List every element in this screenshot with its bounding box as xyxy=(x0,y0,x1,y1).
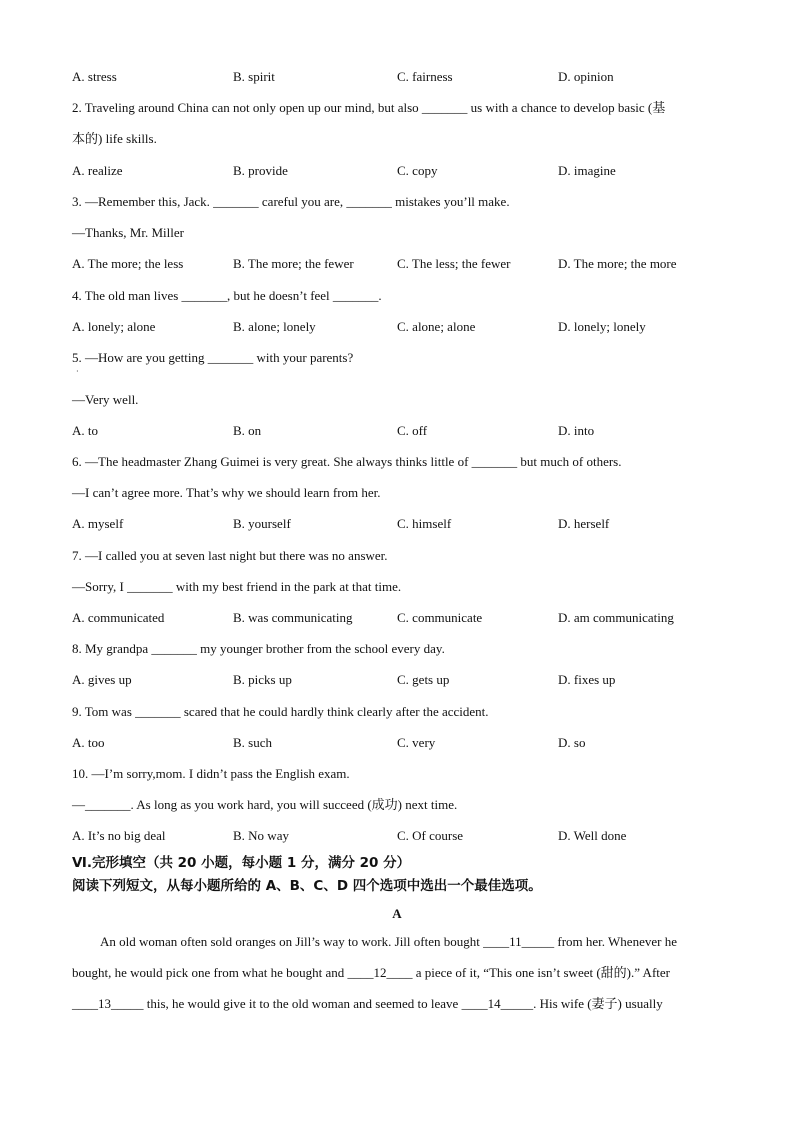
q10-reply: —_______. As long as you work hard, you will succeed (成功) next time. xyxy=(72,797,458,812)
q5-option-b[interactable]: B. on xyxy=(233,423,262,438)
passage-line-2: bought, he would pick one from what he bought and ____12____ a piece of it, “This one isn’t sweet (甜的).” After xyxy=(72,965,670,980)
q5-reply: —Very well. xyxy=(72,392,139,407)
q2-stem-line2: 本的) life skills. xyxy=(72,131,157,146)
q5-stem: 5. —How are you getting _______ with your parents? xyxy=(72,350,354,365)
q2-option-c[interactable]: C. copy xyxy=(397,163,438,178)
q8-option-a[interactable]: A. gives up xyxy=(72,672,132,687)
q5-option-c[interactable]: C. off xyxy=(397,423,428,438)
q4-option-c[interactable]: C. alone; alone xyxy=(397,319,476,334)
q3-stem: 3. —Remember this, Jack. _______ careful you are, _______ mistakes you’ll make. xyxy=(72,194,510,209)
section-instruction: 阅读下列短文，从每小题所给的 A、B、C、D 四个选项中选出一个最佳选项。 xyxy=(72,878,542,894)
q10-option-c[interactable]: C. Of course xyxy=(397,828,464,843)
q8-option-c[interactable]: C. gets up xyxy=(397,672,450,687)
q7-option-c[interactable]: C. communicate xyxy=(397,610,483,625)
q3-option-b[interactable]: B. The more; the fewer xyxy=(233,256,354,271)
q6-option-c[interactable]: C. himself xyxy=(397,516,452,531)
q1-option-b[interactable]: B. spirit xyxy=(233,69,275,84)
q2-stem-line1: 2. Traveling around China can not only open up our mind, but also _______ us with a chance to develop basic (基 xyxy=(72,100,666,115)
q10-stem: 10. —I’m sorry,mom. I didn’t pass the English exam. xyxy=(72,766,350,781)
q7-stem: 7. —I called you at seven last night but there was no answer. xyxy=(72,548,388,563)
q6-reply: —I can’t agree more. That’s why we should learn from her. xyxy=(72,485,381,500)
q9-stem: 9. Tom was _______ scared that he could hardly think clearly after the accident. xyxy=(72,704,489,719)
stray-mark: · xyxy=(76,367,79,376)
q8-option-b[interactable]: B. picks up xyxy=(233,672,292,687)
q10-option-a[interactable]: A. It’s no big deal xyxy=(72,828,166,843)
q7-option-d[interactable]: D. am communicating xyxy=(558,610,674,625)
q9-option-d[interactable]: D. so xyxy=(558,735,586,750)
passage-line-1: An old woman often sold oranges on Jill’s way to work. Jill often bought ____11_____ from her. Whenever he xyxy=(100,934,677,949)
q3-option-a[interactable]: A. The more; the less xyxy=(72,256,184,271)
q1-option-a[interactable]: A. stress xyxy=(72,69,117,84)
q3-option-d[interactable]: D. The more; the more xyxy=(558,256,677,271)
q6-option-d[interactable]: D. herself xyxy=(558,516,610,531)
q9-option-c[interactable]: C. very xyxy=(397,735,436,750)
q5-option-a[interactable]: A. to xyxy=(72,423,98,438)
q5-option-d[interactable]: D. into xyxy=(558,423,595,438)
passage-label: A xyxy=(392,906,402,921)
q6-option-a[interactable]: A. myself xyxy=(72,516,124,531)
section-heading: Ⅵ.完形填空（共 20 小题，每小题 1 分，满分 20 分） xyxy=(72,855,411,871)
q7-option-a[interactable]: A. communicated xyxy=(72,610,165,625)
passage-line-3: ____13_____ this, he would give it to the old woman and seemed to leave ____14_____. His wife (妻子) usually xyxy=(72,996,663,1011)
q4-option-a[interactable]: A. lonely; alone xyxy=(72,319,156,334)
q1-option-c[interactable]: C. fairness xyxy=(397,69,453,84)
q4-option-b[interactable]: B. alone; lonely xyxy=(233,319,316,334)
q3-option-c[interactable]: C. The less; the fewer xyxy=(397,256,511,271)
q8-option-d[interactable]: D. fixes up xyxy=(558,672,616,687)
q2-option-d[interactable]: D. imagine xyxy=(558,163,616,178)
q4-option-d[interactable]: D. lonely; lonely xyxy=(558,319,646,334)
q7-reply: —Sorry, I _______ with my best friend in the park at that time. xyxy=(72,579,402,594)
q2-option-b[interactable]: B. provide xyxy=(233,163,288,178)
q8-stem: 8. My grandpa _______ my younger brother from the school every day. xyxy=(72,641,445,656)
q7-option-b[interactable]: B. was communicating xyxy=(233,610,353,625)
q2-option-a[interactable]: A. realize xyxy=(72,163,123,178)
q3-reply: —Thanks, Mr. Miller xyxy=(72,225,184,240)
q6-option-b[interactable]: B. yourself xyxy=(233,516,291,531)
q1-option-d[interactable]: D. opinion xyxy=(558,69,614,84)
q9-option-a[interactable]: A. too xyxy=(72,735,105,750)
q10-option-b[interactable]: B. No way xyxy=(233,828,289,843)
q9-option-b[interactable]: B. such xyxy=(233,735,272,750)
q6-stem: 6. —The headmaster Zhang Guimei is very great. She always thinks little of _______ but much of others. xyxy=(72,454,622,469)
q4-stem: 4. The old man lives _______, but he doesn’t feel _______. xyxy=(72,288,382,303)
q10-option-d[interactable]: D. Well done xyxy=(558,828,627,843)
